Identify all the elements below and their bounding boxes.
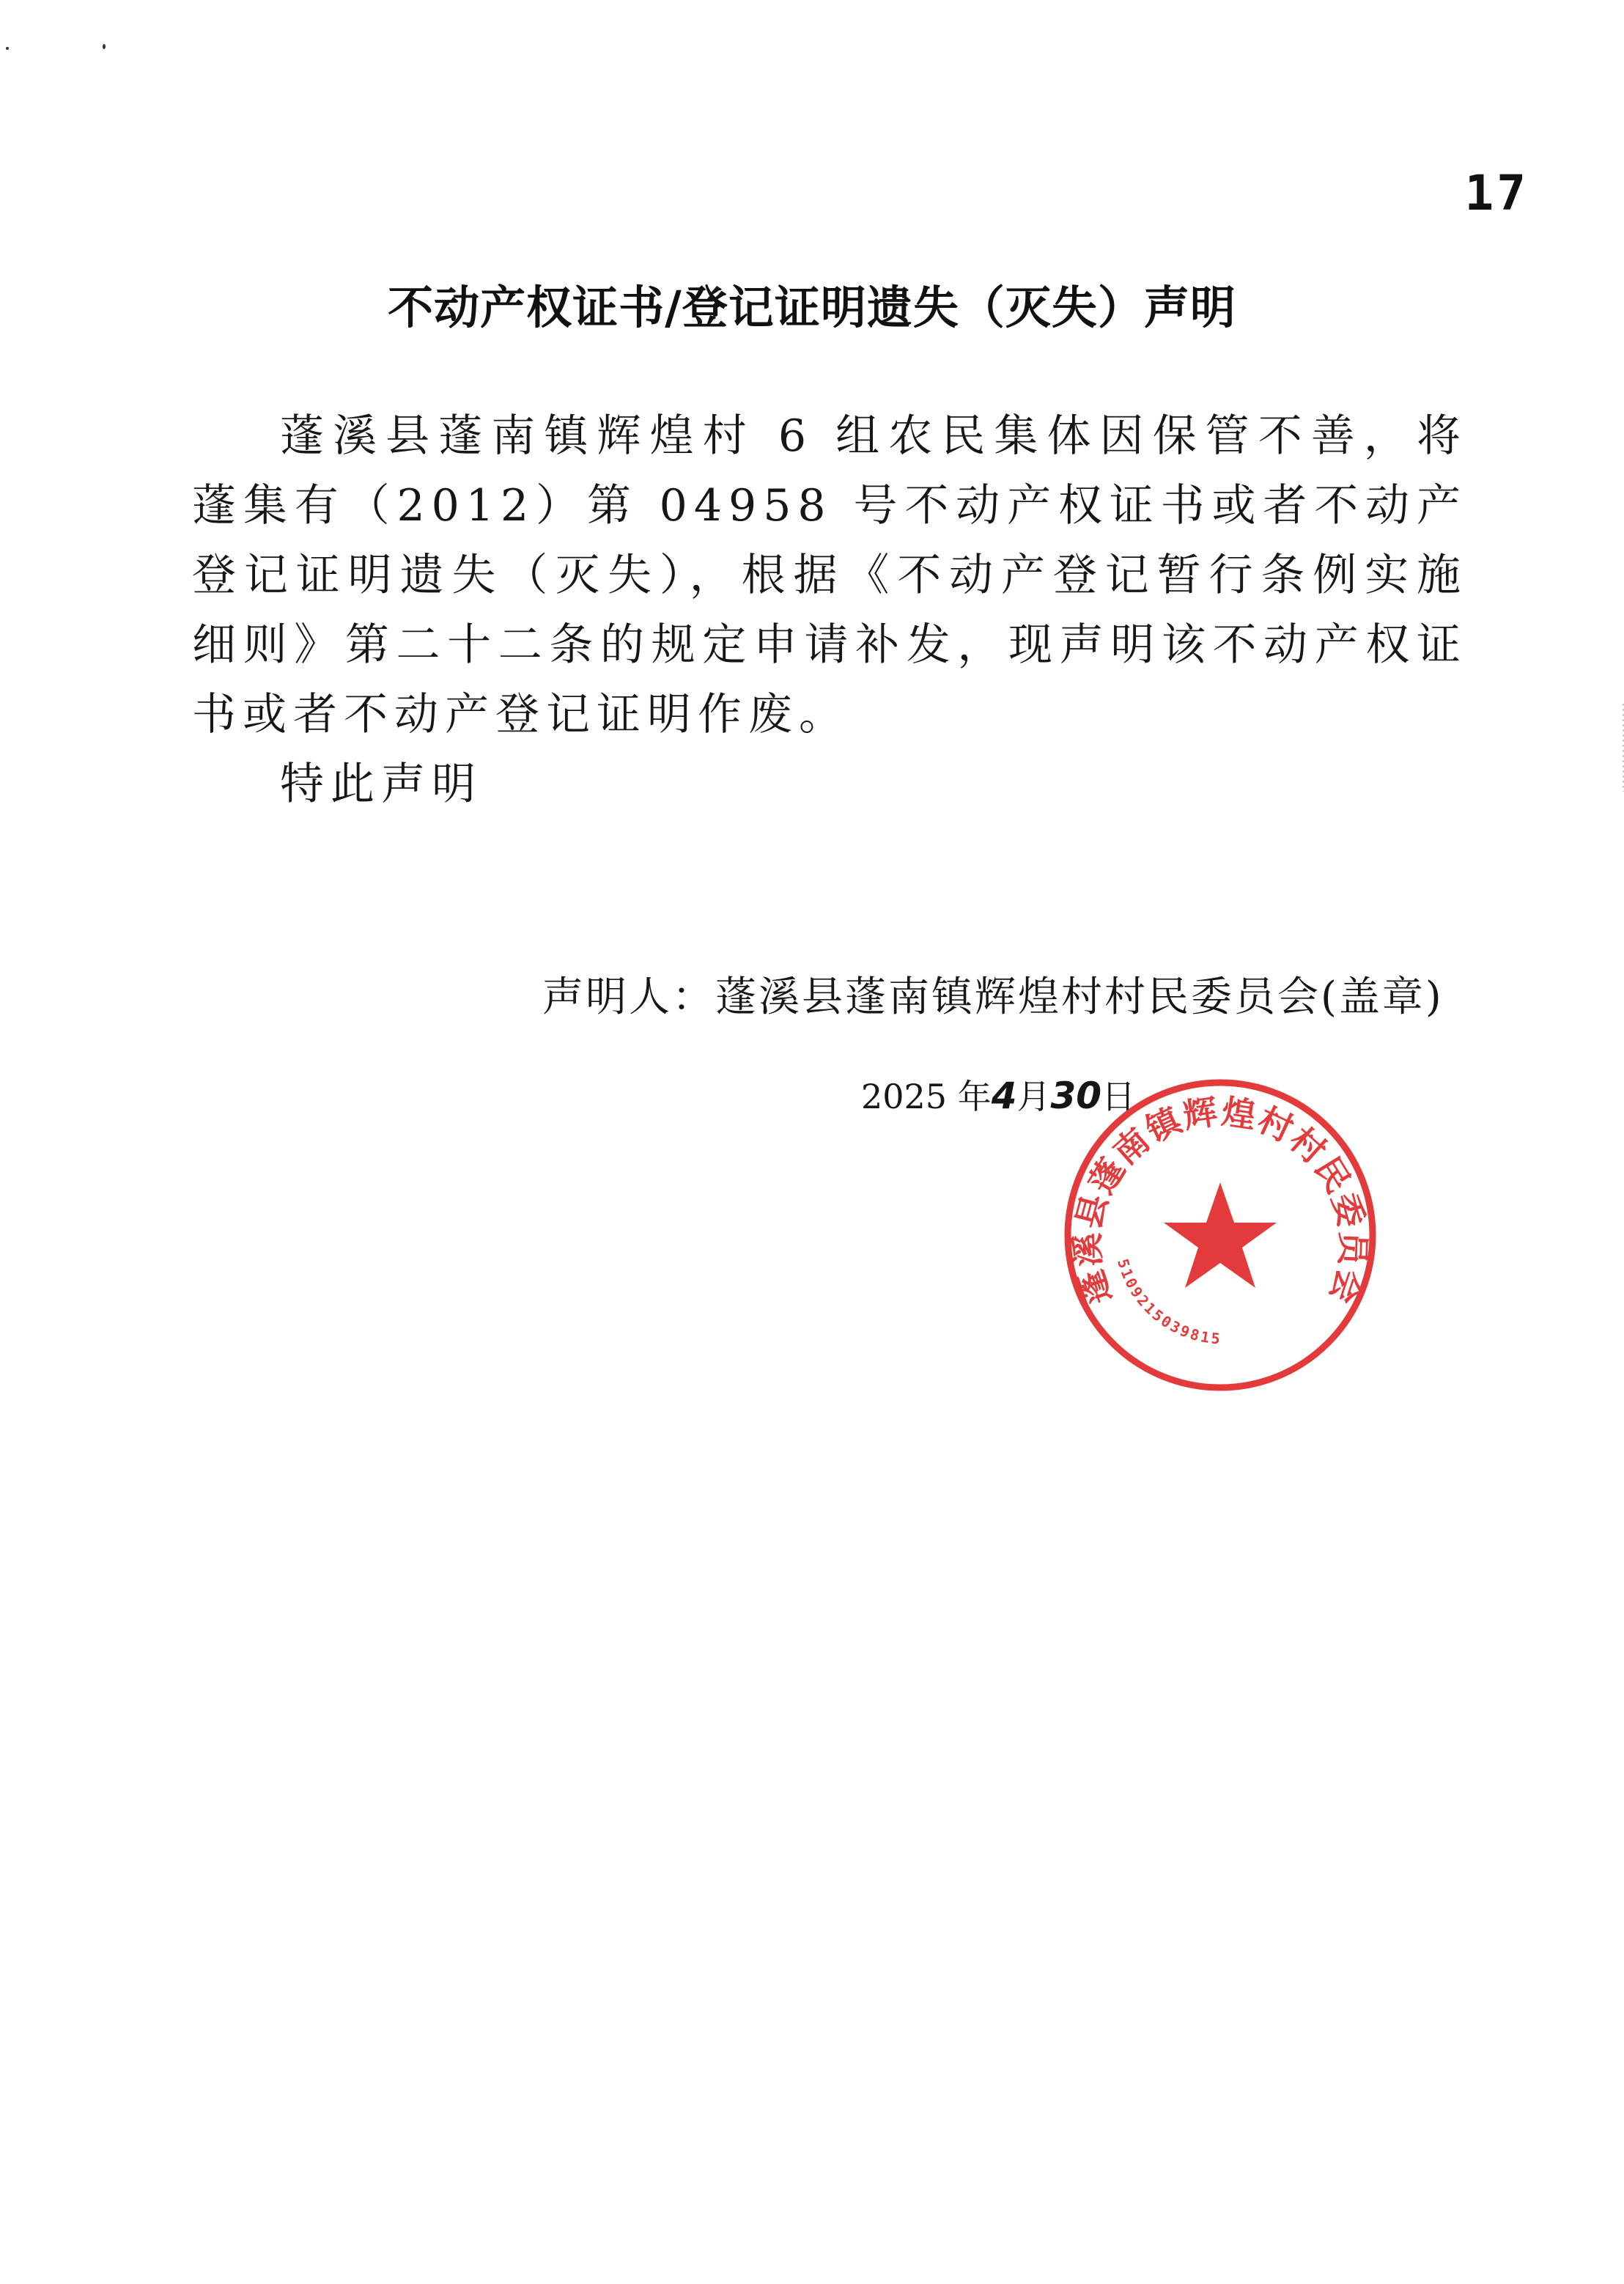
closing-statement: 特此声明 (280, 759, 482, 810)
seal-code-textpath: 5109215039815 (1114, 1256, 1223, 1348)
declarant-line: 声明人：蓬溪县蓬南镇辉煌村村民委员会(盖章) (542, 973, 1444, 1021)
seal-arc-textpath: 蓬溪县蓬南镇辉煌村村民委员会 (1067, 1091, 1373, 1310)
body-paragraph: 蓬溪县蓬南镇辉煌村 6 组农民集体因保管不善，将蓬集有（2012）第 04958 号不动产权证书或者不动产登记证明遗失（灭失），根据《不动产登记暂行条例实施细则》第二十二条的规定申请补发，现声明该不动产权证书或者不动产登记证明作废。 (192, 410, 1467, 740)
date-year: 2025 年 (861, 1077, 992, 1116)
scan-speck (6, 47, 9, 50)
page-number: 17 (1464, 165, 1529, 221)
document-title: 不动产权证书/登记证明遗失（灭失）声明 (388, 281, 1236, 334)
date-month-unit: 月 (1016, 1077, 1051, 1116)
date-month: 4 (991, 1075, 1017, 1117)
star-icon (1164, 1182, 1277, 1288)
document-body (192, 402, 1467, 819)
scan-speck (103, 44, 106, 49)
official-seal (1052, 1067, 1389, 1404)
date-day: 30 (1050, 1075, 1102, 1117)
date-day-unit: 日 (1101, 1077, 1136, 1116)
